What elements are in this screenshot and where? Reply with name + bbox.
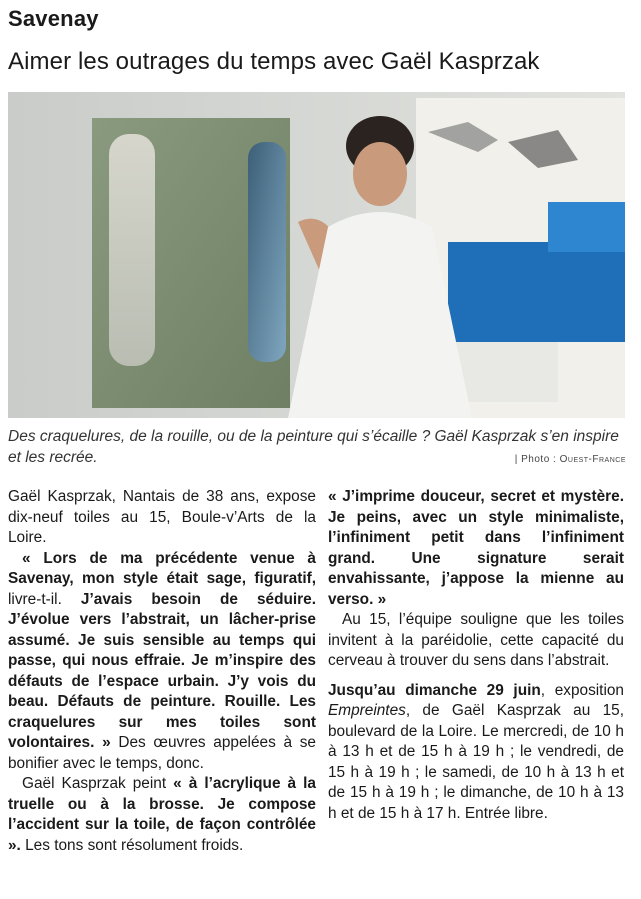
- credit-source: Ouest-France: [559, 454, 626, 465]
- section-rubric: Savenay: [8, 6, 99, 31]
- event-info: [328, 681, 624, 825]
- photo-caption: Des craquelures, de la rouille, ou de la peinture qui s’écaille ? Gaël Kasprzak s’en inspire et les recrée.: [8, 428, 619, 466]
- article-headline: Aimer les outrages du temps avec Gaël Kasprzak: [8, 48, 540, 75]
- attribution: livre-t-il.: [8, 590, 81, 608]
- quote-4: « J’imprime douceur, secret et mystère. Je peins, avec un style minimaliste, l’infiniment petit dans l’infiniment grand. Une signature serait envahissante, j’appose la mienne au verso. »: [328, 488, 624, 608]
- quote-2: J’avais besoin de séduire. J’évolue vers l’abstrait, un lâcher-prise assumé. Je suis sensible au temps qui passe, qui nous effraie. Je m’inspire des défauts de l’espace urbain. J’y vois du beau. Défauts de peinture. Rouille. Les craquelures sur mes toiles sont volontaires. »: [8, 590, 317, 751]
- event-info-a: , exposition: [540, 681, 624, 699]
- article-photo: [8, 92, 625, 418]
- photo-illustration: [8, 92, 625, 418]
- article-column-right: [328, 487, 624, 824]
- quote-3: « à l’acrylique à la truelle ou à la brosse. Je compose l’accident sur la toile, de façon contrôlée ».: [8, 775, 316, 854]
- article-column-left: [8, 487, 316, 856]
- event-date: Jusqu’au dimanche 29 juin: [328, 681, 541, 699]
- paragraph-2-end: Des œuvres appelées à se bonifier avec le temps, donc.: [8, 734, 316, 772]
- article-paragraph-4: Au 15, l’équipe souligne que les toiles invitent à la paréidolie, cette capacité du cerveau à trouver du sens dans l’abstrait.: [328, 611, 624, 669]
- article-paragraph-2: [8, 549, 316, 775]
- paragraph-3-start: Gaël Kasprzak peint: [22, 775, 174, 792]
- paragraph-3-end: Les tons sont résolument froids.: [20, 836, 244, 854]
- article-paragraph-1: Gaël Kasprzak, Nantais de 38 ans, expose dix-neuf toiles au 15, Boule-v’Arts de la Loire.: [8, 488, 316, 546]
- article-paragraph-3: [8, 774, 316, 856]
- photo-credit: | Photo : Ouest-France: [514, 454, 626, 465]
- event-info-b: , de Gaël Kasprzak au 15, boulevard de la Loire. Le mercredi, de 10 h à 13 h et de 15 h à 19 h ; le vendredi, de 15 h à 19 h ; le samedi, de 10 h à 13 h et de 15 h à 19 h ; le dimanche, de 10 h à 13 h et de 15 h à 17 h. Entrée libre.: [328, 702, 624, 822]
- quote-1: « Lors de ma précédente venue à Savenay, mon style était sage, figuratif,: [8, 549, 316, 587]
- event-title: Empreintes: [328, 702, 406, 719]
- credit-label: Photo :: [521, 454, 557, 465]
